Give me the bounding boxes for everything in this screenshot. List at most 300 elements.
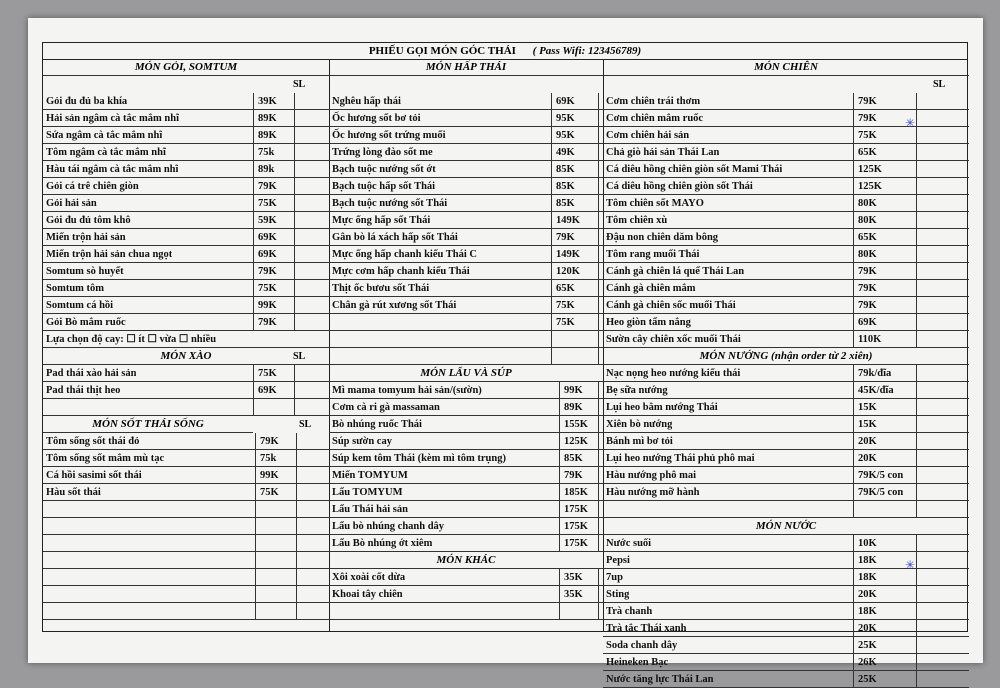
menu-item-name: Tôm chiên sốt MAYO	[606, 198, 704, 209]
menu-item-row[interactable]	[329, 501, 603, 518]
quantity-cell[interactable]	[917, 365, 969, 382]
menu-item-price: 75K	[253, 365, 295, 382]
menu-item-row[interactable]	[603, 297, 969, 314]
menu-item-name: Súp sườn cay	[332, 436, 392, 447]
menu-item-name: Lẩu Thái hải sản	[332, 504, 408, 515]
menu-item-price	[255, 518, 297, 535]
menu-item-row[interactable]	[43, 280, 329, 297]
menu-item-row[interactable]	[329, 331, 603, 348]
quantity-cell[interactable]	[917, 297, 969, 314]
menu-item-row[interactable]	[603, 484, 969, 501]
quantity-cell[interactable]	[297, 501, 329, 518]
menu-item-price: 79K	[853, 297, 917, 314]
quantity-cell[interactable]	[297, 569, 329, 586]
menu-item-price	[255, 535, 297, 552]
menu-item-row[interactable]	[43, 501, 329, 518]
menu-item-row[interactable]	[329, 467, 603, 484]
menu-item-row[interactable]	[329, 586, 603, 603]
menu-item-row[interactable]	[329, 280, 603, 297]
menu-item-name: Hàu sốt thái	[46, 487, 101, 498]
menu-item-row[interactable]	[43, 535, 329, 552]
menu-item-name: Cá diêu hồng chiên giòn sốt Mami Thái	[606, 164, 783, 175]
menu-item-name: Xôi xoài cốt dừa	[332, 572, 406, 583]
menu-item-row[interactable]	[329, 484, 603, 501]
quantity-cell[interactable]	[295, 263, 329, 280]
menu-item-row[interactable]	[43, 467, 329, 484]
section-title-steamed: MÓN HẤP THÁI	[329, 59, 603, 76]
menu-item-row[interactable]	[329, 569, 603, 586]
quantity-cell[interactable]	[917, 382, 969, 399]
section-title-grilled: MÓN NƯỚNG (nhận order từ 2 xiên)	[603, 348, 969, 365]
menu-item-row[interactable]	[43, 229, 329, 246]
menu-item-row[interactable]	[603, 433, 969, 450]
menu-item-row[interactable]	[603, 144, 969, 161]
handwritten-star-mark: ✳	[905, 558, 916, 572]
section-title-stir-fry: MÓN XÀO	[43, 348, 329, 365]
order-form	[42, 42, 968, 685]
quantity-cell[interactable]	[295, 212, 329, 229]
menu-item-row[interactable]	[603, 195, 969, 212]
menu-item-price: 75K	[255, 484, 297, 501]
menu-item-price: 25K	[853, 637, 917, 654]
quantity-cell[interactable]	[917, 535, 969, 552]
menu-item-price: 65K	[853, 229, 917, 246]
menu-item-name: Sườn cây chiên xốc muối Thái	[606, 334, 741, 345]
menu-item-row[interactable]	[329, 535, 603, 552]
menu-item-price: 15K	[853, 399, 917, 416]
menu-item-name: Mực cơm hấp chanh kiểu Thái	[332, 266, 470, 277]
menu-item-row[interactable]	[603, 365, 969, 382]
quantity-cell[interactable]	[297, 552, 329, 569]
menu-item-name: Somtum tôm	[46, 283, 105, 294]
menu-item-price: 35K	[559, 569, 599, 586]
menu-item-row[interactable]	[43, 195, 329, 212]
menu-item-name: Gỏi hải sản	[46, 198, 97, 209]
quantity-cell[interactable]	[917, 399, 969, 416]
menu-item-row[interactable]	[329, 110, 603, 127]
quantity-cell[interactable]	[297, 450, 329, 467]
quantity-cell[interactable]	[917, 569, 969, 586]
quantity-cell[interactable]	[917, 637, 969, 654]
menu-item-name: Trà chanh	[606, 606, 653, 617]
menu-item-price: 69K	[253, 246, 295, 263]
quantity-cell[interactable]	[297, 433, 329, 450]
menu-item-price: 69K	[253, 382, 295, 399]
quantity-cell[interactable]	[917, 178, 969, 195]
menu-item-row[interactable]	[329, 161, 603, 178]
menu-item-price: 59K	[253, 212, 295, 229]
menu-item-price: 75K	[253, 280, 295, 297]
menu-item-price	[255, 586, 297, 603]
menu-item-row[interactable]	[603, 620, 969, 637]
menu-item-name: Soda chanh dây	[606, 640, 678, 651]
menu-item-name: Tôm ngâm cà tắc mắm nhĩ	[46, 147, 166, 158]
menu-item-price: 75K	[551, 314, 599, 331]
menu-item-row[interactable]	[329, 399, 603, 416]
menu-item-name: Thịt ốc bươu sốt Thái	[332, 283, 430, 294]
menu-item-row[interactable]	[603, 212, 969, 229]
quantity-cell[interactable]	[917, 195, 969, 212]
menu-item-price: 95K	[551, 127, 599, 144]
menu-item-name: Lụi heo nướng Thái phủ phô mai	[606, 453, 755, 464]
menu-item-price: 20K	[853, 620, 917, 637]
menu-item-price: 79K	[253, 314, 295, 331]
quantity-cell[interactable]	[295, 314, 329, 331]
menu-item-row[interactable]	[329, 348, 603, 365]
menu-item-row[interactable]	[603, 93, 969, 110]
menu-item-row[interactable]	[329, 144, 603, 161]
menu-item-price	[255, 569, 297, 586]
quantity-cell[interactable]	[295, 144, 329, 161]
menu-item-row[interactable]	[329, 450, 603, 467]
menu-item-row[interactable]	[329, 93, 603, 110]
quantity-cell[interactable]	[295, 195, 329, 212]
menu-item-row[interactable]	[603, 178, 969, 195]
menu-item-row[interactable]	[603, 161, 969, 178]
spice-level-row	[43, 331, 329, 348]
quantity-cell[interactable]	[917, 484, 969, 501]
menu-item-row[interactable]	[43, 178, 329, 195]
menu-item-row[interactable]	[603, 280, 969, 297]
quantity-cell[interactable]	[917, 246, 969, 263]
menu-item-price	[559, 603, 599, 620]
menu-item-row[interactable]	[603, 671, 969, 688]
menu-item-price: 175K	[559, 535, 599, 552]
menu-item-name: 7up	[606, 572, 623, 583]
menu-item-price: 110K	[853, 331, 917, 348]
quantity-cell[interactable]	[917, 110, 969, 127]
quantity-cell[interactable]	[917, 93, 969, 110]
menu-item-name: Somtum cá hồi	[46, 300, 114, 311]
menu-item-row[interactable]	[329, 195, 603, 212]
menu-item-price: 149K	[551, 246, 599, 263]
quantity-cell[interactable]	[295, 127, 329, 144]
menu-item-row[interactable]	[329, 314, 603, 331]
menu-item-price: 75k	[253, 144, 295, 161]
quantity-cell[interactable]	[917, 552, 969, 569]
menu-item-name: Trứng lòng đào sốt me	[332, 147, 433, 158]
menu-item-row[interactable]	[43, 161, 329, 178]
menu-item-row[interactable]	[603, 382, 969, 399]
menu-item-row[interactable]	[43, 144, 329, 161]
spice-level-label: Lựa chọn độ cay: ☐ ít ☐ vừa ☐ nhiều	[46, 334, 217, 345]
menu-item-name: Bạch tuộc nướng sốt Thái	[332, 198, 448, 209]
menu-item-price: 10K	[853, 535, 917, 552]
order-sheet-paper	[28, 18, 983, 685]
menu-item-price: 175K	[559, 501, 599, 518]
menu-item-row[interactable]	[43, 569, 329, 586]
quantity-cell[interactable]	[297, 467, 329, 484]
quantity-cell[interactable]	[297, 518, 329, 535]
menu-item-name: Lụi heo bằm nướng Thái	[606, 402, 718, 413]
menu-item-price: 45K/đĩa	[853, 382, 917, 399]
menu-item-price: 79K	[853, 93, 917, 110]
menu-item-price: 35K	[559, 586, 599, 603]
quantity-cell[interactable]	[295, 110, 329, 127]
quantity-cell[interactable]	[917, 144, 969, 161]
menu-item-price: 79K	[551, 229, 599, 246]
menu-item-name: Gỏi Bò mắm ruốc	[46, 317, 126, 328]
menu-item-row[interactable]	[603, 450, 969, 467]
menu-item-row[interactable]	[329, 178, 603, 195]
menu-item-name: Cơm chiên mắm ruốc	[606, 113, 704, 124]
menu-item-price: 99K	[253, 297, 295, 314]
menu-item-name: Cơm cà ri gà massaman	[332, 402, 440, 413]
handwritten-star-mark: ✳	[905, 116, 916, 130]
quantity-cell[interactable]	[297, 484, 329, 501]
menu-item-row[interactable]	[43, 110, 329, 127]
quantity-cell[interactable]	[917, 433, 969, 450]
menu-item-row[interactable]	[329, 297, 603, 314]
menu-item-row[interactable]	[603, 331, 969, 348]
menu-item-name: Cá diêu hồng chiên giòn sốt Thái	[606, 181, 753, 192]
menu-item-row[interactable]	[603, 586, 969, 603]
quantity-cell[interactable]	[297, 603, 329, 620]
menu-item-price: 18K	[853, 552, 917, 569]
menu-item-price: 75k	[255, 450, 297, 467]
quantity-cell[interactable]	[917, 416, 969, 433]
menu-item-price: 125K	[853, 178, 917, 195]
menu-item-price: 79K	[559, 467, 599, 484]
menu-item-row[interactable]	[329, 382, 603, 399]
menu-item-name: Heo giòn tẩm nắng	[606, 317, 691, 328]
menu-item-row[interactable]	[603, 603, 969, 620]
quantity-cell[interactable]	[917, 161, 969, 178]
section-title-fried: MÓN CHIÊN	[603, 59, 969, 76]
menu-item-row[interactable]	[43, 93, 329, 110]
menu-item-row[interactable]	[43, 552, 329, 569]
menu-item-row[interactable]	[603, 637, 969, 654]
menu-item-row[interactable]	[329, 603, 603, 620]
menu-item-name: Tôm sống sốt mắm mù tạc	[46, 453, 165, 464]
menu-item-price: 89k	[253, 161, 295, 178]
sheet-title: PHIẾU GỌI MÓN GÓC THÁI	[368, 45, 516, 57]
menu-item-name: Trà tắc Thái xanh	[606, 623, 687, 634]
menu-item-row[interactable]	[43, 518, 329, 535]
menu-item-price: 69K	[551, 93, 599, 110]
menu-item-price: 75K	[551, 297, 599, 314]
menu-item-name: Bẹ sữa nướng	[606, 385, 668, 396]
menu-item-name: Súp kem tôm Thái (kèm mì tôm trụng)	[332, 453, 506, 464]
menu-item-price: 25K	[853, 671, 917, 688]
menu-item-price: 85K	[559, 450, 599, 467]
menu-item-name: Ốc hương sốt trứng muối	[332, 130, 446, 141]
menu-item-name: Tôm chiên xù	[606, 215, 668, 226]
menu-item-name: Gỏi đu đủ ba khía	[46, 96, 128, 107]
quantity-cell[interactable]	[917, 586, 969, 603]
menu-item-price: 89K	[253, 110, 295, 127]
quantity-cell[interactable]	[295, 297, 329, 314]
menu-item-price	[551, 331, 599, 348]
menu-item-row[interactable]	[43, 603, 329, 620]
quantity-cell[interactable]	[295, 365, 329, 382]
quantity-cell[interactable]	[917, 620, 969, 637]
menu-item-row[interactable]	[43, 297, 329, 314]
quantity-cell[interactable]	[917, 229, 969, 246]
quantity-cell[interactable]	[295, 246, 329, 263]
quantity-cell[interactable]	[295, 229, 329, 246]
quantity-cell[interactable]	[295, 93, 329, 110]
section-title-raw-thai-sauce: MÓN SỐT THÁI SỐNG	[43, 416, 253, 433]
menu-item-price	[551, 348, 599, 365]
menu-item-price: 79K	[253, 263, 295, 280]
menu-item-price: 79k/đĩa	[853, 365, 917, 382]
menu-item-price: 20K	[853, 433, 917, 450]
menu-item-row[interactable]	[329, 433, 603, 450]
menu-item-price: 95K	[551, 110, 599, 127]
menu-item-price: 65K	[853, 144, 917, 161]
menu-item-row[interactable]	[329, 127, 603, 144]
menu-item-row[interactable]	[603, 263, 969, 280]
menu-item-price: 75K	[253, 195, 295, 212]
menu-item-name: Tôm sống sốt thái đỏ	[46, 436, 140, 447]
menu-item-price: 79K	[255, 433, 297, 450]
menu-item-price: 69K	[253, 229, 295, 246]
menu-item-price: 69K	[853, 314, 917, 331]
menu-item-name: Gỏi đu đủ tôm khô	[46, 215, 131, 226]
menu-item-row[interactable]	[43, 212, 329, 229]
quantity-cell[interactable]	[917, 331, 969, 348]
quantity-cell[interactable]	[917, 603, 969, 620]
menu-item-name: Pad thái thịt heo	[46, 385, 121, 396]
menu-item-row[interactable]	[603, 314, 969, 331]
menu-item-price: 80K	[853, 212, 917, 229]
menu-item-row[interactable]	[329, 246, 603, 263]
menu-item-name: Miến TOMYUM	[332, 470, 408, 481]
menu-item-row[interactable]	[329, 416, 603, 433]
menu-item-price: 120K	[551, 263, 599, 280]
quantity-cell[interactable]	[297, 535, 329, 552]
menu-item-name: Cá hồi sasimi sốt thái	[46, 470, 142, 481]
sheet-title-bar	[43, 43, 967, 60]
menu-item-price	[253, 399, 295, 416]
menu-item-row[interactable]	[603, 467, 969, 484]
quantity-cell[interactable]	[917, 263, 969, 280]
menu-item-price: 99K	[559, 382, 599, 399]
menu-item-name: Gỏi cá trê chiên giòn	[46, 181, 139, 192]
menu-item-price: 49K	[551, 144, 599, 161]
menu-item-name: Tôm rang muối Thái	[606, 249, 700, 260]
menu-item-price: 85K	[551, 161, 599, 178]
quantity-cell[interactable]	[917, 467, 969, 484]
menu-item-price: 80K	[853, 195, 917, 212]
menu-item-row[interactable]	[43, 263, 329, 280]
wifi-password: ( Pass Wifi: 123456789)	[532, 45, 642, 57]
quantity-cell[interactable]	[917, 501, 969, 518]
menu-item-row[interactable]	[43, 399, 329, 416]
quantity-column-label: SL	[293, 351, 306, 362]
menu-item-name: Bánh mì bơ tỏi	[606, 436, 673, 447]
menu-item-name: Nước tăng lực Thái Lan	[606, 674, 714, 685]
menu-item-name: Đậu non chiên dăm bông	[606, 232, 719, 243]
quantity-cell[interactable]	[917, 450, 969, 467]
quantity-cell[interactable]	[297, 586, 329, 603]
menu-item-row[interactable]	[603, 535, 969, 552]
menu-item-name: Bạch tuộc nướng sốt ớt	[332, 164, 436, 175]
quantity-cell[interactable]	[917, 654, 969, 671]
menu-item-price: 79K	[853, 263, 917, 280]
menu-item-name: Bò nhúng ruốc Thái	[332, 419, 422, 430]
menu-item-name: Nạc nọng heo nướng kiểu thái	[606, 368, 741, 379]
menu-item-price: 175K	[559, 518, 599, 535]
quantity-cell[interactable]	[295, 382, 329, 399]
quantity-cell[interactable]	[295, 178, 329, 195]
menu-item-name: Mực ống hấp sốt Thái	[332, 215, 431, 226]
menu-item-row[interactable]	[329, 212, 603, 229]
menu-item-row[interactable]	[43, 246, 329, 263]
menu-item-row[interactable]	[43, 484, 329, 501]
menu-item-name: Pepsi	[606, 555, 630, 566]
menu-item-row[interactable]	[43, 127, 329, 144]
menu-item-row[interactable]	[43, 382, 329, 399]
menu-item-price: 80K	[853, 246, 917, 263]
menu-item-row[interactable]	[329, 229, 603, 246]
menu-item-price: 15K	[853, 416, 917, 433]
menu-item-price: 79K/5 con	[853, 484, 917, 501]
menu-item-name: Chả giò hải sản Thái Lan	[606, 147, 720, 158]
menu-item-name: Sứa ngâm cà tắc mắm nhĩ	[46, 130, 163, 141]
menu-item-price: 79K	[853, 110, 917, 127]
quantity-cell[interactable]	[295, 399, 329, 416]
menu-item-row[interactable]	[43, 314, 329, 331]
menu-item-name: Gân bò lá xách hấp sốt Thái	[332, 232, 458, 243]
quantity-column-label: SL	[933, 79, 946, 90]
quantity-cell[interactable]	[917, 671, 969, 688]
menu-item-price: 125K	[853, 161, 917, 178]
menu-item-row[interactable]	[43, 433, 329, 450]
menu-item-row[interactable]	[43, 586, 329, 603]
menu-item-price: 89K	[253, 127, 295, 144]
quantity-cell[interactable]	[295, 280, 329, 297]
menu-item-row[interactable]	[603, 246, 969, 263]
menu-item-name: Somtum sò huyết	[46, 266, 124, 277]
menu-item-row[interactable]	[329, 518, 603, 535]
menu-item-price: 20K	[853, 586, 917, 603]
menu-item-name: Pad thái xào hải sản	[46, 368, 137, 379]
menu-item-name: Mực ống hấp chanh kiểu Thái C	[332, 249, 477, 260]
menu-item-name: Sting	[606, 589, 630, 600]
menu-item-name: Mì mama tomyum hải sản/(sườn)	[332, 385, 482, 396]
menu-item-price: 79K	[853, 280, 917, 297]
quantity-cell[interactable]	[917, 127, 969, 144]
menu-item-name: Xiên bò nướng	[606, 419, 673, 430]
menu-item-row[interactable]	[329, 263, 603, 280]
menu-item-row[interactable]	[603, 654, 969, 671]
section-title-others: MÓN KHÁC	[329, 552, 603, 569]
quantity-cell[interactable]	[917, 280, 969, 297]
menu-item-name: Miến trộn hải sản	[46, 232, 126, 243]
menu-item-name: Cơm chiên hải sản	[606, 130, 690, 141]
menu-item-name: Ốc hương sốt bơ tỏi	[332, 113, 421, 124]
menu-item-price: 149K	[551, 212, 599, 229]
quantity-cell[interactable]	[917, 314, 969, 331]
quantity-cell[interactable]	[295, 161, 329, 178]
menu-item-name: Chân gà rút xương sốt Thái	[332, 300, 457, 311]
menu-item-name: Hàu tái ngâm cà tắc mắm nhĩ	[46, 164, 179, 175]
menu-item-row[interactable]	[603, 399, 969, 416]
section-title-salads: MÓN GỎI, SOMTUM	[43, 59, 329, 76]
menu-item-row[interactable]	[43, 450, 329, 467]
menu-item-price: 155K	[559, 416, 599, 433]
menu-item-name: Hàu nướng mỡ hành	[606, 487, 700, 498]
menu-item-name: Nước suối	[606, 538, 652, 549]
menu-item-row[interactable]	[603, 501, 969, 518]
menu-item-row[interactable]	[43, 365, 329, 382]
menu-item-row[interactable]	[603, 416, 969, 433]
menu-item-row[interactable]	[603, 229, 969, 246]
quantity-cell[interactable]	[917, 212, 969, 229]
menu-item-price: 185K	[559, 484, 599, 501]
